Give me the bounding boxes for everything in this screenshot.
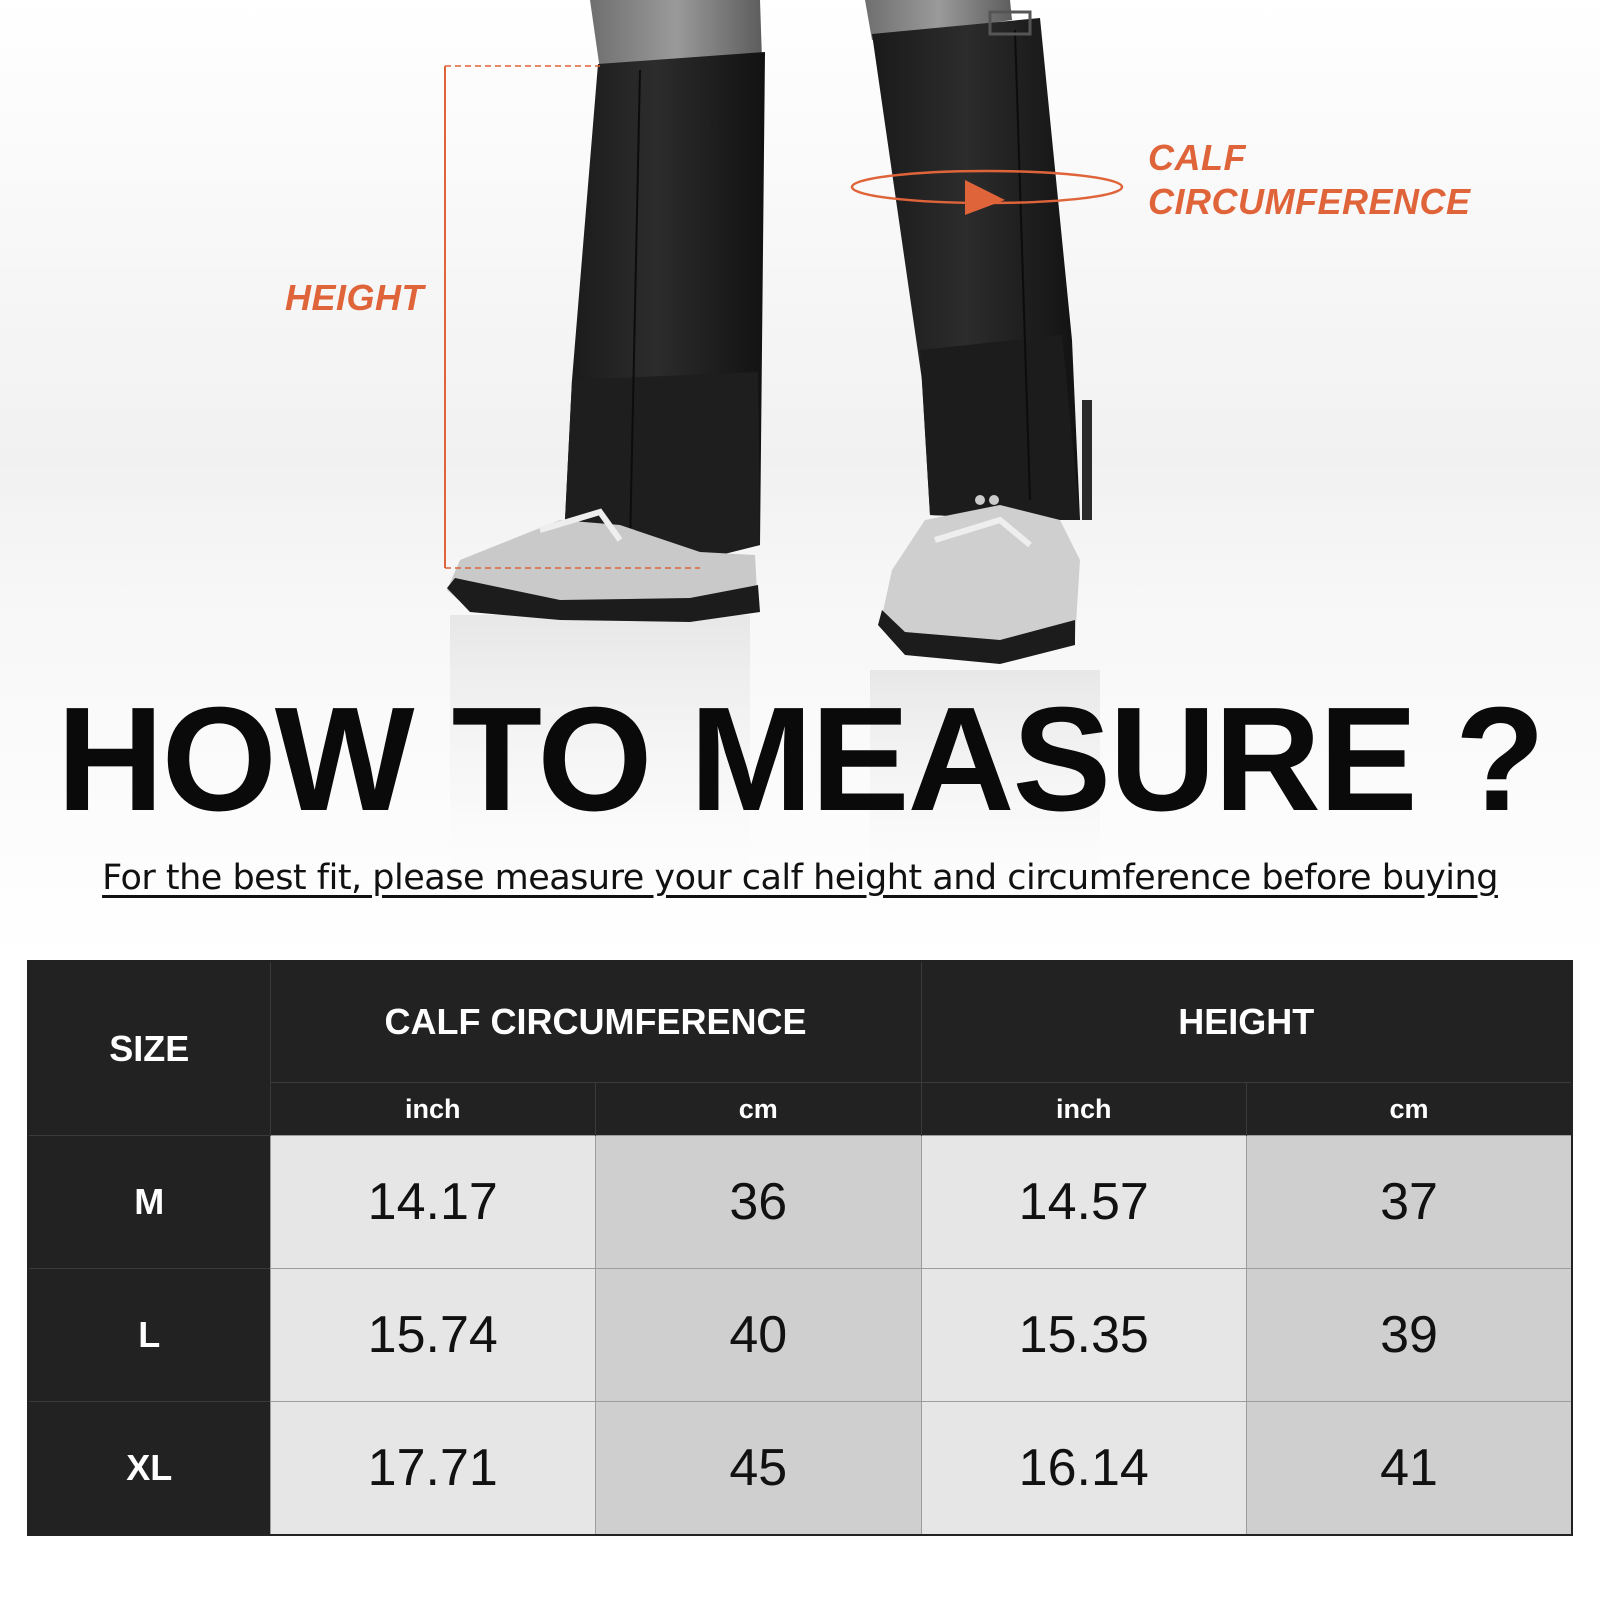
size-cell: XL bbox=[28, 1402, 270, 1536]
height-inch-cell: 16.14 bbox=[921, 1402, 1247, 1536]
calf-annotation bbox=[1148, 136, 1471, 224]
height-cm-cell: 39 bbox=[1247, 1269, 1573, 1402]
size-cell: L bbox=[28, 1269, 270, 1402]
calf-inch-cell: 17.71 bbox=[270, 1402, 596, 1536]
height-cm-cell: 41 bbox=[1247, 1402, 1573, 1536]
calf-cm-cell: 45 bbox=[596, 1402, 922, 1536]
right-leg bbox=[865, 0, 1092, 664]
height-cm-cell: 37 bbox=[1247, 1136, 1573, 1269]
calf-annotation-line1: CALF bbox=[1148, 137, 1246, 178]
calf-inch-cell: 14.17 bbox=[270, 1136, 596, 1269]
table-row bbox=[28, 1402, 1572, 1536]
height-header: HEIGHT bbox=[921, 961, 1572, 1083]
calf-inch-cell: 15.74 bbox=[270, 1269, 596, 1402]
calf-circumference-header: CALF CIRCUMFERENCE bbox=[270, 961, 921, 1083]
size-header: SIZE bbox=[28, 961, 270, 1136]
size-cell: M bbox=[28, 1136, 270, 1269]
page-subtitle: For the best fit, please measure your calf height and circumference before buying bbox=[102, 858, 1498, 898]
left-leg bbox=[447, 0, 765, 622]
table-row bbox=[28, 1136, 1572, 1269]
calf-cm-header: cm bbox=[596, 1083, 922, 1136]
height-cm-header: cm bbox=[1247, 1083, 1573, 1136]
calf-cm-cell: 40 bbox=[596, 1269, 922, 1402]
height-annotation: HEIGHT bbox=[285, 277, 425, 318]
height-inch-cell: 14.57 bbox=[921, 1136, 1247, 1269]
page-title: HOW TO MEASURE ? bbox=[56, 677, 1544, 842]
size-chart-table bbox=[27, 960, 1573, 1536]
table-row bbox=[28, 1269, 1572, 1402]
calf-annotation-line2: CIRCUMFERENCE bbox=[1148, 181, 1471, 222]
height-inch-header: inch bbox=[921, 1083, 1247, 1136]
calf-cm-cell: 36 bbox=[596, 1136, 922, 1269]
height-inch-cell: 15.35 bbox=[921, 1269, 1247, 1402]
calf-inch-header: inch bbox=[270, 1083, 596, 1136]
